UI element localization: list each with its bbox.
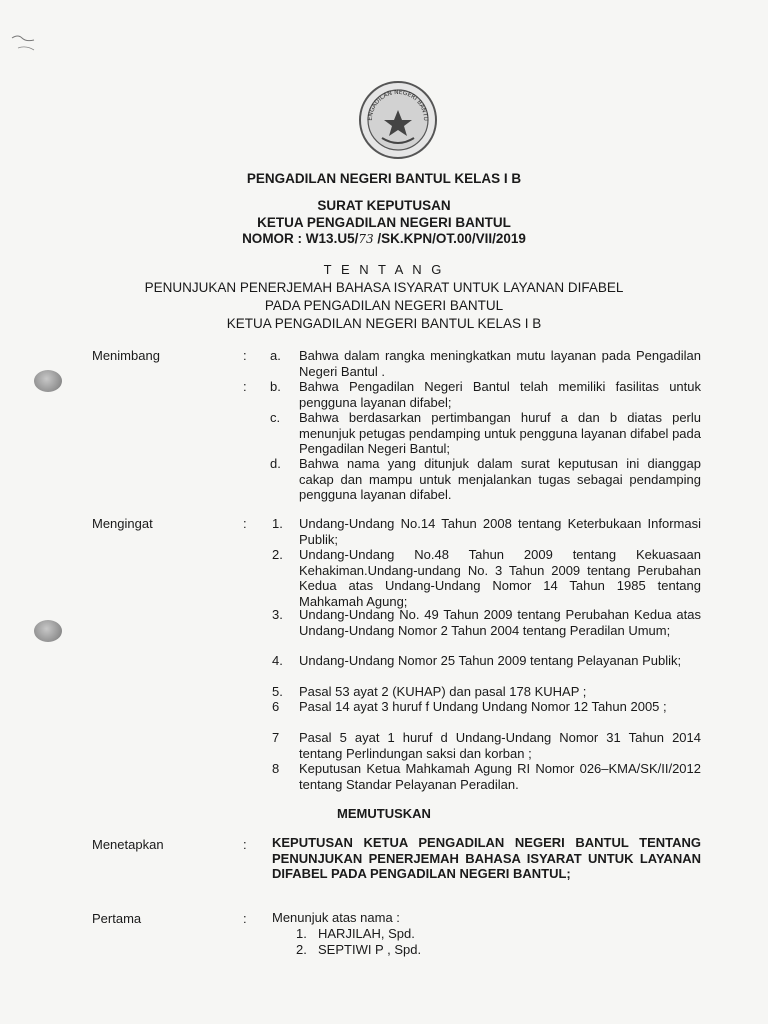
colon: : — [243, 348, 247, 363]
pertama-label: Pertama — [92, 911, 142, 926]
clause-marker: 6 — [272, 699, 280, 714]
clause-marker: 8 — [272, 761, 280, 776]
menimbang-label: Menimbang — [92, 348, 160, 363]
clause-text: Bahwa nama yang ditunjuk dalam surat keputusan ini dianggap cakap dan mampu untuk menjalankan tugas sebagai pendamping pengguna layanan difabel. — [299, 456, 701, 502]
clause-text: Undang-Undang No.14 Tahun 2008 tentang Keterbukaan Informasi Publik; — [299, 516, 701, 547]
number-suffix: /SK.KPN/OT.00/VII/2019 — [373, 231, 526, 246]
clause-text: Pasal 53 ayat 2 (KUHAP) dan pasal 178 KUHAP ; — [299, 684, 587, 699]
appointee-name: SEPTIWI P , Spd. — [318, 942, 422, 957]
punch-hole — [34, 370, 62, 392]
clause-text: Keputusan Ketua Mahkamah Agung RI Nomor 026–KMA/SK/II/2012 tentang Standar Pelayanan Peradilan. — [299, 761, 701, 792]
clause-marker: 2. — [272, 547, 283, 562]
clause-marker: c. — [270, 410, 281, 425]
colon: : — [243, 379, 247, 394]
clause-marker: 7 — [272, 730, 280, 745]
document-number — [0, 231, 768, 246]
clause-marker: 1. — [272, 516, 283, 531]
subject-line-1: PENUNJUKAN PENERJEMAH BAHASA ISYARAT UNTUK LAYANAN DIFABEL — [144, 280, 624, 295]
subject-line-2: PADA PENGADILAN NEGERI BANTUL — [264, 298, 504, 313]
menetapkan-label: Menetapkan — [92, 837, 164, 852]
clause-text: Undang-Undang No.48 Tahun 2009 tentang Kekuasaan Kehakiman.Undang-undang No. 3 Tahun 2009 tentang Perubahan Kedua atas Undang-Undang Nomor 14 Tahun 1985 tentang Mahkamah Agung; — [299, 547, 701, 609]
number-handwritten: 73 — [358, 232, 374, 246]
clause-marker: b. — [270, 379, 281, 394]
colon: : — [243, 911, 247, 926]
appointment-intro: Menunjuk atas nama : — [272, 910, 400, 925]
court-name-heading: PENGADILAN NEGERI BANTUL KELAS I B — [246, 171, 522, 186]
clause-marker: 4. — [272, 653, 283, 668]
clause-text: Undang-Undang No. 49 Tahun 2009 tentang Perubahan Kedua atas Undang-Undang Nomor 2 Tahun 2004 tentang Peradilan Umum; — [299, 607, 701, 638]
pen-scribble-mark — [8, 28, 58, 58]
memutuskan-heading: MEMUTUSKAN — [337, 806, 431, 821]
colon: : — [243, 837, 247, 852]
clause-text: Pasal 5 ayat 1 huruf d Undang-Undang Nomor 31 Tahun 2014 tentang Perlindungan saksi dan korban ; — [299, 730, 701, 761]
decision-text: KEPUTUSAN KETUA PENGADILAN NEGERI BANTUL TENTANG PENUNJUKAN PENERJEMAH BAHASA ISYARAT UNTUK LAYANAN DIFABEL PADA PENGADILAN NEGERI BANTUL; — [272, 835, 701, 881]
document-type-heading: SURAT KEPUTUSAN — [317, 198, 451, 213]
clause-marker: 5. — [272, 684, 283, 699]
issuer-heading: KETUA PENGADILAN NEGERI BANTUL — [257, 215, 511, 230]
name-marker: 1. — [296, 926, 307, 941]
clause-marker: 3. — [272, 607, 283, 622]
subject-line-3: KETUA PENGADILAN NEGERI BANTUL KELAS I B — [226, 316, 542, 331]
clause-text: Bahwa Pengadilan Negeri Bantul telah memiliki fasilitas untuk pengguna layanan difabel; — [299, 379, 701, 410]
svg-text:PENGADILAN NEGERI BANTUL: ENGADILAN NEGERI BANTU — [366, 88, 430, 122]
mengingat-label: Mengingat — [92, 516, 153, 531]
punch-hole — [34, 620, 62, 642]
clause-text: Bahwa berdasarkan pertimbangan huruf a dan b diatas perlu menunjuk petugas pendamping untuk pengguna layanan difabel pada Pengadilan Negeri Bantul; — [299, 410, 701, 456]
appointee-name: HARJILAH, Spd. — [318, 926, 415, 941]
clause-text: Pasal 14 ayat 3 huruf f Undang Undang Nomor 12 Tahun 2005 ; — [299, 699, 667, 714]
number-prefix: NOMOR : W13.U5/ — [242, 231, 359, 246]
colon: : — [243, 516, 247, 531]
about-heading: T E N T A N G — [323, 262, 445, 277]
clause-text: Undang-Undang Nomor 25 Tahun 2009 tentang Pelayanan Publik; — [299, 653, 682, 668]
clause-text: Bahwa dalam rangka meningkatkan mutu layanan pada Pengadilan Negeri Bantul . — [299, 348, 701, 379]
clause-marker: d. — [270, 456, 281, 471]
name-marker: 2. — [296, 942, 307, 957]
court-seal-logo — [358, 80, 438, 160]
clause-marker: a. — [270, 348, 281, 363]
